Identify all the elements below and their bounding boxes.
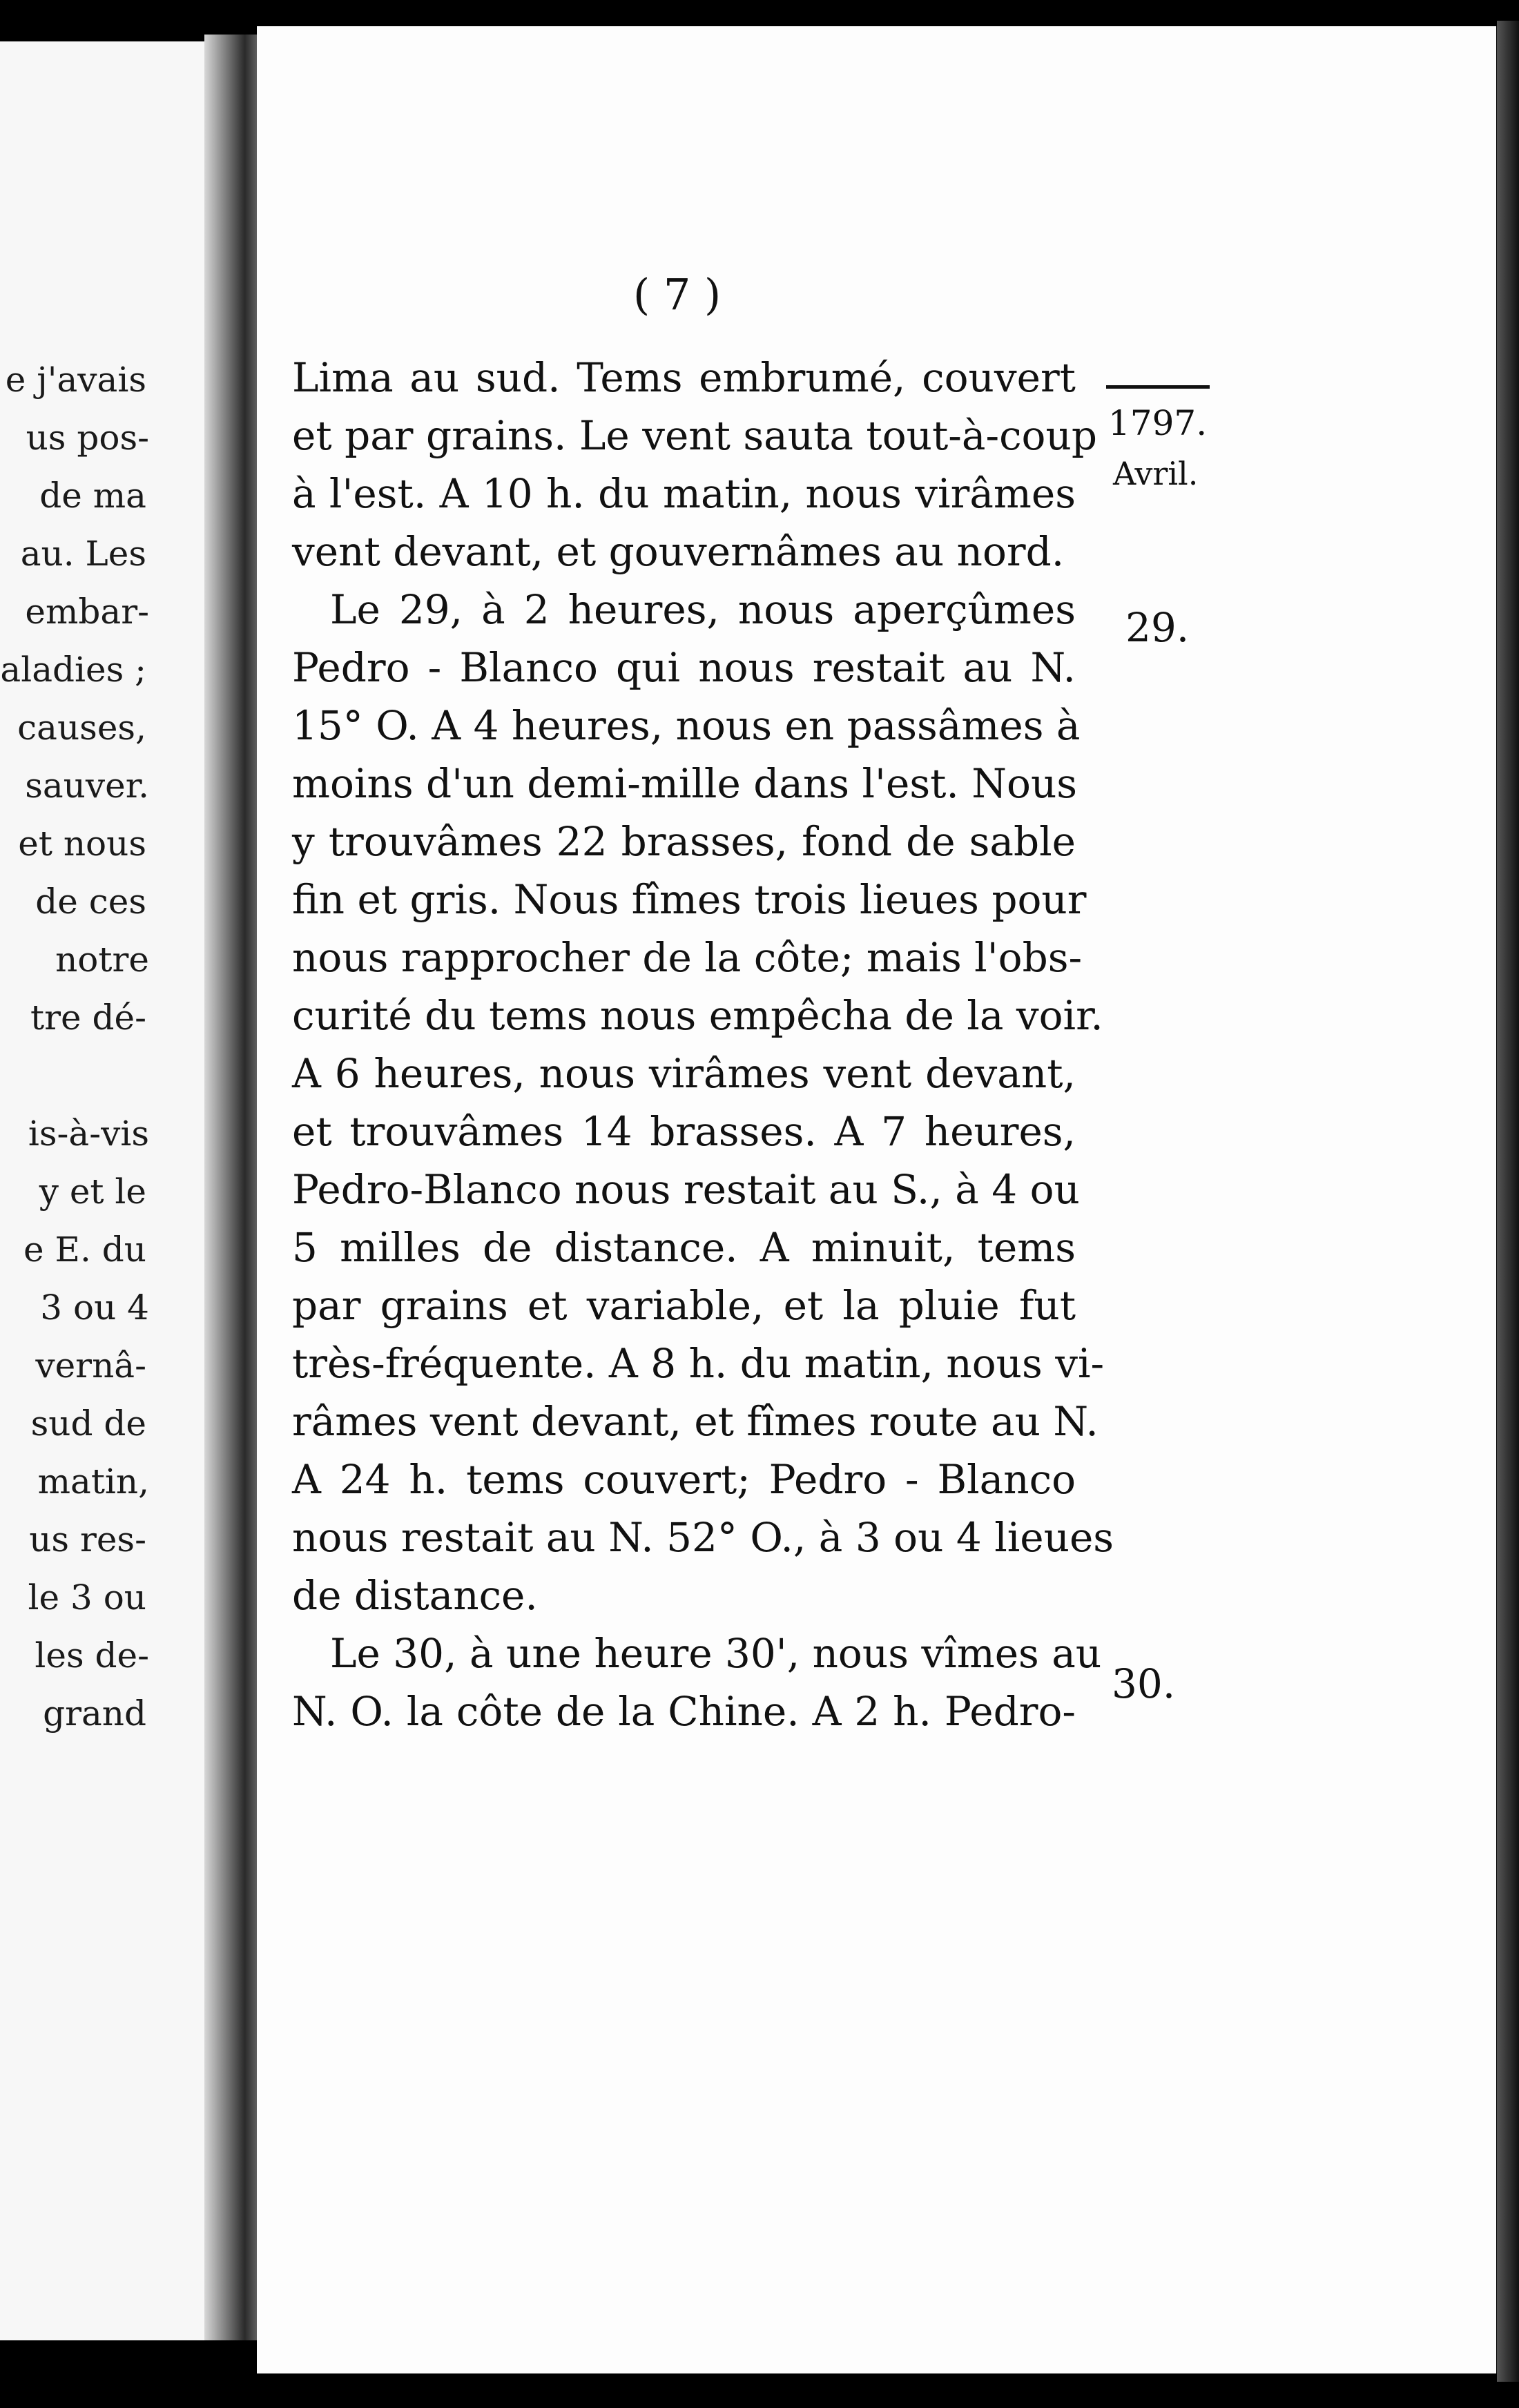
text-line: Pedro-Blanco nous restait au S., à 4 ou xyxy=(292,1166,1080,1213)
text-line: A 24 h. tems couvert; Pedro - Blanco xyxy=(292,1456,1076,1503)
left-page-line-fragment: grand xyxy=(43,1693,146,1734)
left-page-line-fragment: y et le xyxy=(39,1172,146,1212)
text-line: moins d'un demi-mille dans l'est. Nous xyxy=(292,760,1078,807)
left-page-line-fragment: tre dé- xyxy=(30,998,146,1038)
left-page-line-fragment: e E. du xyxy=(23,1230,146,1270)
left-page-line-fragment: is-à-vis xyxy=(28,1114,149,1154)
text-line: nous rapprocher de la côte; mais l'obs- xyxy=(292,934,1083,981)
left-page-line-fragment: e j'avais xyxy=(5,360,146,400)
text-line: très-fréquente. A 8 h. du matin, nous vi- xyxy=(292,1340,1105,1387)
left-page xyxy=(0,41,228,2340)
text-line: y trouvâmes 22 brasses, fond de sable xyxy=(292,818,1076,865)
left-page-line-fragment: sauver. xyxy=(25,766,149,806)
text-line: 15° O. A 4 heures, nous en passâmes à xyxy=(292,702,1081,749)
left-page-line-fragment: et nous xyxy=(18,824,146,864)
left-page-line-fragment: au. Les xyxy=(20,534,146,574)
text-line: par grains et variable, et la pluie fut xyxy=(292,1282,1076,1329)
text-line: 5 milles de distance. A minuit, tems xyxy=(292,1224,1076,1271)
page-edge xyxy=(1497,21,1519,2382)
left-page-line-fragment: sud de xyxy=(30,1404,146,1444)
margin-date-30: 30. xyxy=(1112,1660,1176,1707)
left-page-line-fragment: causes, xyxy=(17,708,146,748)
text-line: Le 29, à 2 heures, nous aperçûmes xyxy=(330,586,1076,633)
text-line: Lima au sud. Tems embrumé, couvert xyxy=(292,354,1076,401)
left-page-line-fragment: les de- xyxy=(35,1635,149,1676)
left-page-line-fragment: 3 ou 4 xyxy=(40,1288,149,1328)
margin-rule xyxy=(1106,385,1210,389)
left-page-line-fragment: vernâ- xyxy=(35,1346,146,1386)
left-page-line-fragment: de ces xyxy=(35,882,146,922)
text-line: A 6 heures, nous virâmes vent devant, xyxy=(292,1050,1076,1097)
left-page-line-fragment: matin, xyxy=(37,1462,149,1502)
text-line: et trouvâmes 14 brasses. A 7 heures, xyxy=(292,1108,1076,1155)
left-page-line-fragment: notre xyxy=(55,940,149,980)
margin-month: Avril. xyxy=(1113,455,1199,492)
text-line: Pedro - Blanco qui nous restait au N. xyxy=(292,644,1076,691)
text-line: fin et gris. Nous fîmes trois lieues pour xyxy=(292,876,1087,923)
left-page-line-fragment: us res- xyxy=(29,1519,146,1560)
text-line: à l'est. A 10 h. du matin, nous virâmes xyxy=(292,470,1076,517)
left-page-line-fragment: le 3 ou xyxy=(28,1577,146,1618)
left-page-line-fragment: de ma xyxy=(39,476,146,516)
left-page-line-fragment: us pos- xyxy=(26,418,149,458)
left-page-line-fragment: aladies ; xyxy=(0,650,146,690)
text-line: curité du tems nous empêcha de la voir. xyxy=(292,992,1103,1039)
text-line: Le 30, à une heure 30', nous vîmes au xyxy=(330,1630,1102,1677)
text-line: de distance. xyxy=(292,1572,538,1619)
text-line: nous restait au N. 52° O., à 3 ou 4 lieues xyxy=(292,1514,1114,1561)
page-number: ( 7 ) xyxy=(633,269,722,320)
text-line: vent devant, et gouvernâmes au nord. xyxy=(292,528,1065,575)
margin-date-29: 29. xyxy=(1125,604,1190,651)
margin-year: 1797. xyxy=(1108,403,1208,443)
text-line: râmes vent devant, et fîmes route au N. xyxy=(292,1398,1099,1445)
text-line: et par grains. Le vent sauta tout-à-coup xyxy=(292,412,1097,459)
text-line: N. O. la côte de la Chine. A 2 h. Pedro- xyxy=(292,1688,1076,1735)
left-page-line-fragment: embar- xyxy=(25,592,149,632)
